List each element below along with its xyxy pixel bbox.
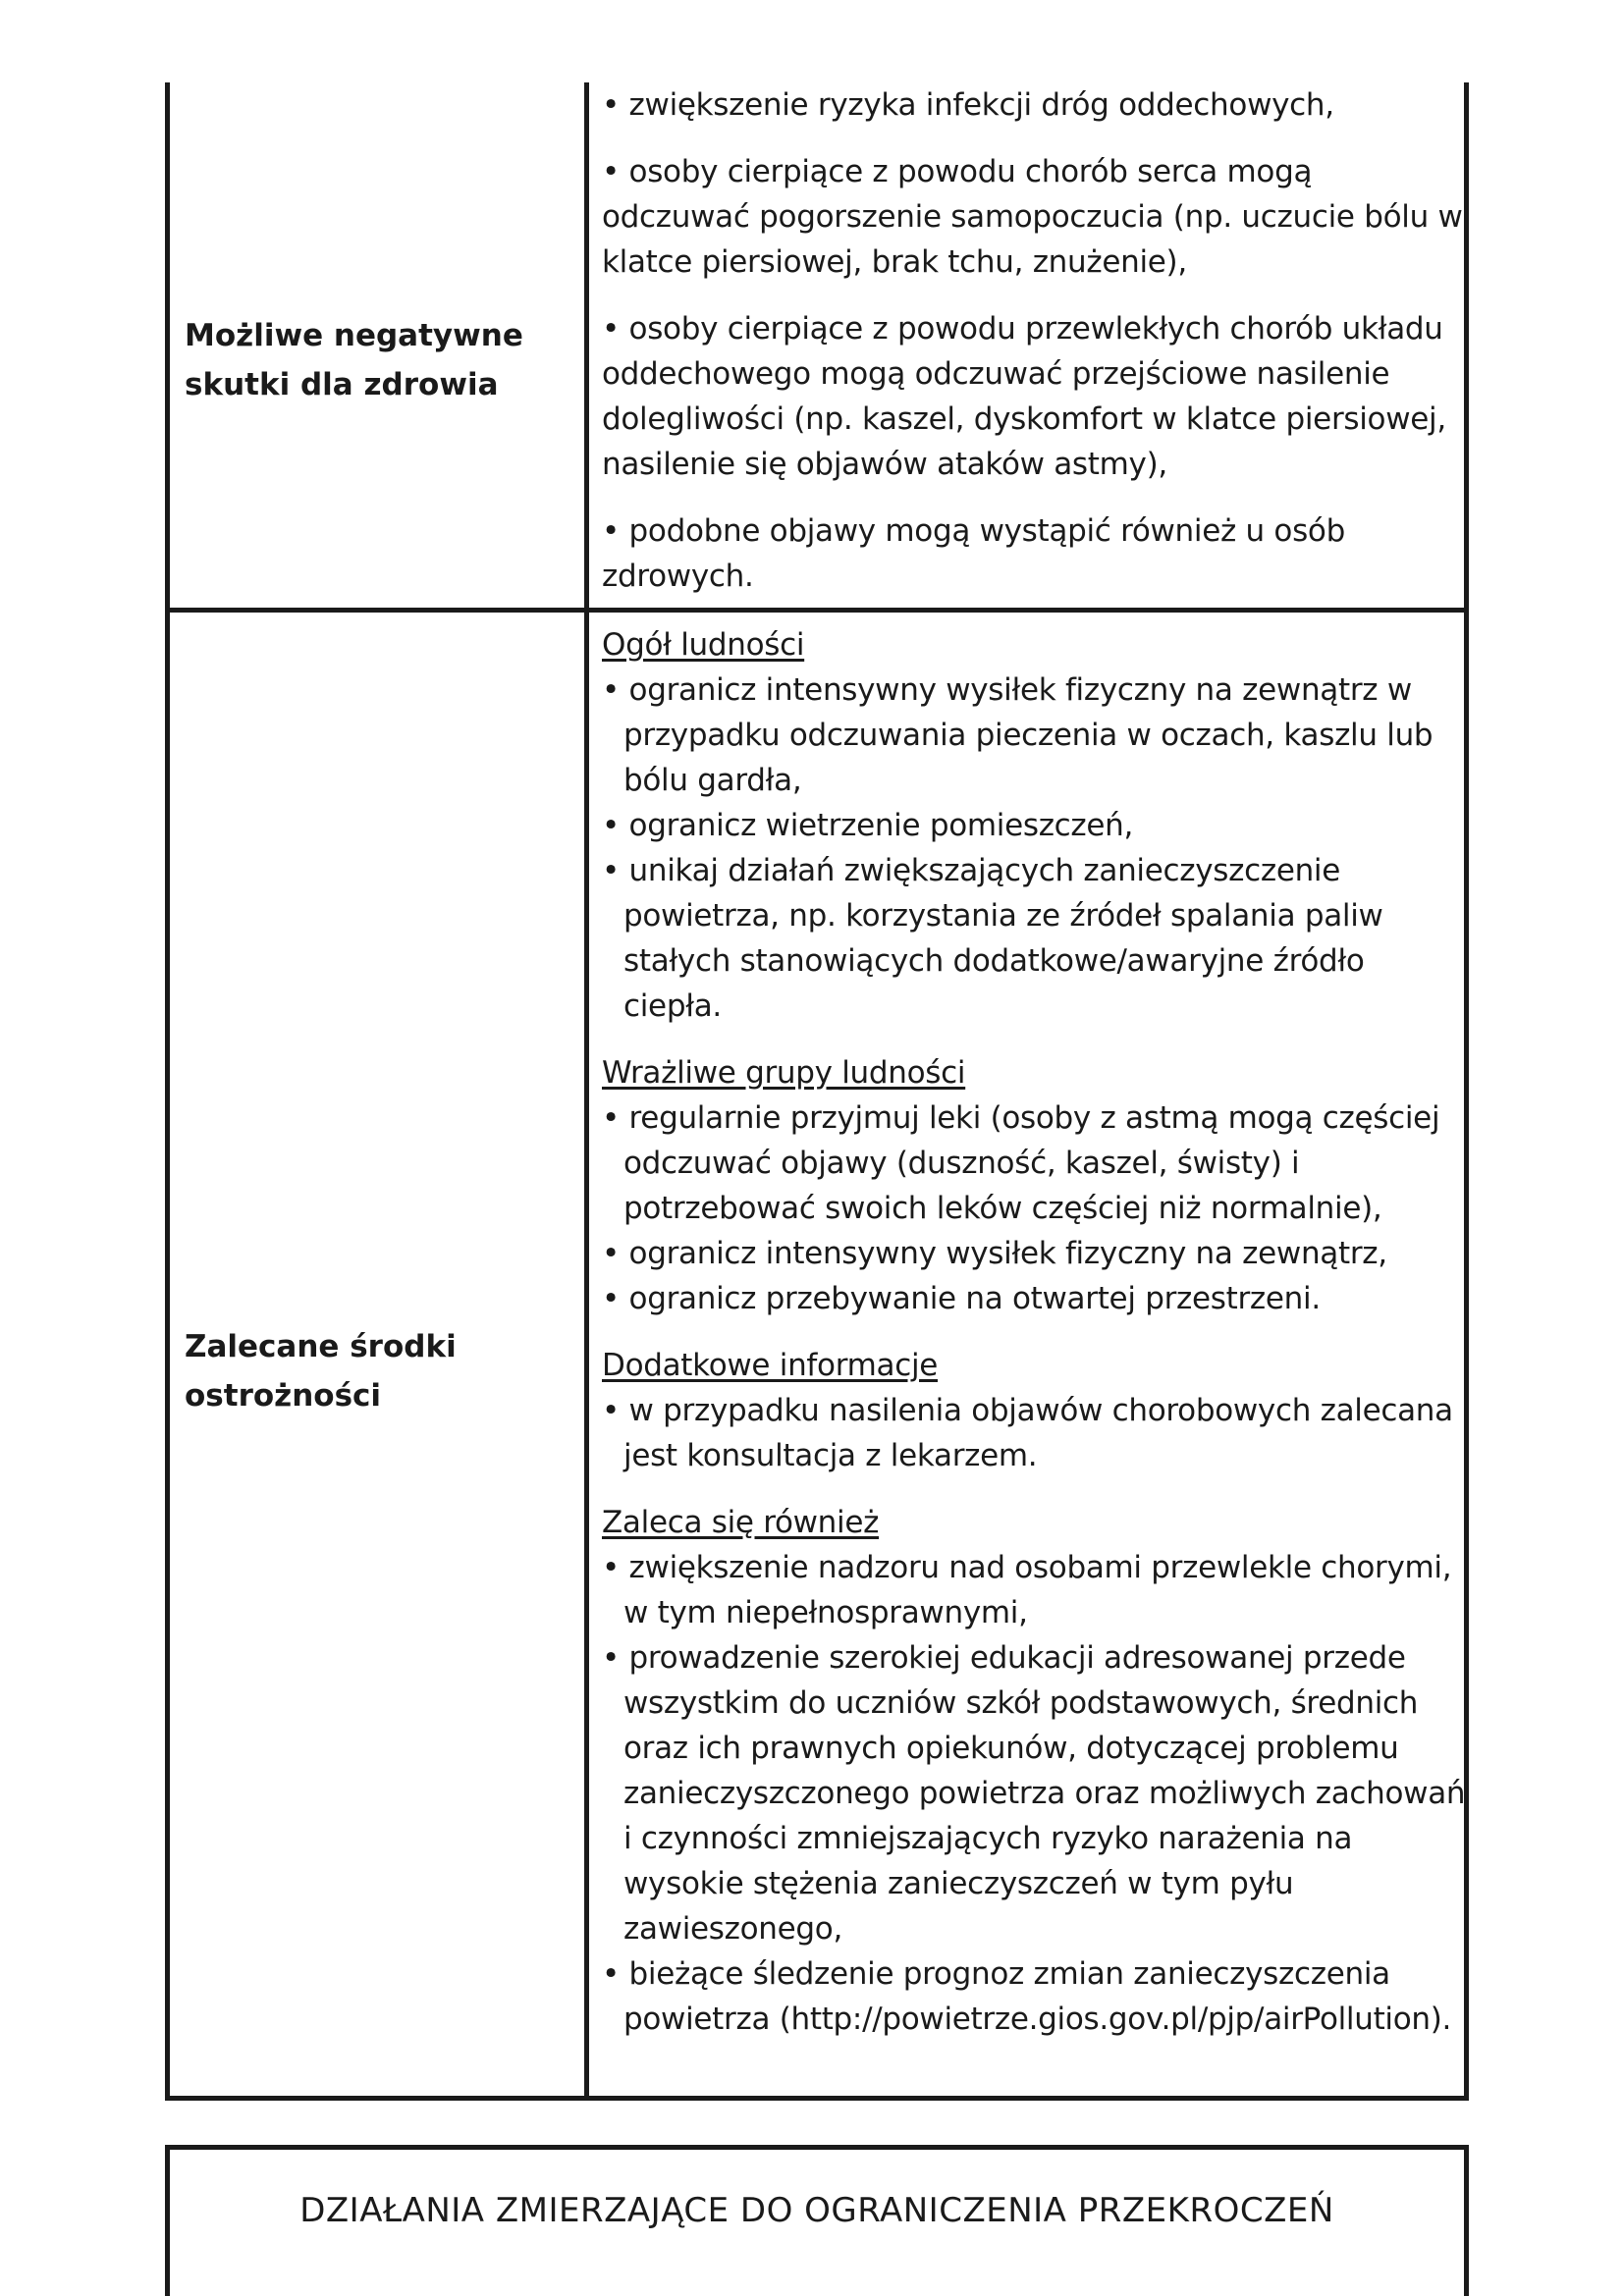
effect-item: • osoby cierpiące z powodu chorób serca mogą odczuwać pogorszenie samopoczucia (np. uczucie bólu w klatce piersiowej, brak tchu, znużenie), [602, 154, 1463, 280]
effect-item: • osoby cierpiące z powodu przewlekłych chorób układu oddechowego mogą odczuwać przejściowe nasilenie dolegliwości (np. kaszel, dyskomfort w klatce piersiowej, nasilenie się objawów ataków astmy), [602, 311, 1446, 482]
section-title: Wrażliwe grupy ludności [602, 1055, 966, 1091]
section-sensitive-groups [602, 1050, 1466, 1321]
list-item: • regularnie przyjmuj leki (osoby z astmą mogą częściej odczuwać objawy (duszność, kaszel, świsty) i potrzebować swoich leków częściej niż normalnie), [602, 1100, 1440, 1226]
list-item: • unikaj działań zwiększających zanieczyszczenie powietrza, np. korzystania ze źródeł spalania paliw stałych stanowiących dodatkowe/awaryjne źródło ciepła. [602, 853, 1383, 1024]
section-additional-info [602, 1343, 1466, 1478]
row-label-precautions: Zalecane środki ostrożności [185, 1329, 457, 1414]
info-table [165, 82, 1469, 2101]
section-general-population [602, 622, 1466, 1029]
section-also-recommended [602, 1500, 1466, 2042]
row-label-health-effects: Możliwe negatywne skutki dla zdrowia [185, 318, 523, 402]
list-item: • prowadzenie szerokiej edukacji adresowanej przede wszystkim do uczniów szkół podstawowych, średnich oraz ich prawnych opiekunów, dotyczącej problemu zanieczyszczonego powietrza oraz możliwych zachowań i czynności zmniejszających ryzyko narażenia na wysokie stężenia zanieczyszczeń w tym pyłu zawieszonego, [602, 1640, 1466, 1947]
list-item: • bieżące śledzenie prognoz zmian zanieczyszczenia powietrza (http://powietrze.gios.gov.pl/pjp/airPollution). [602, 1956, 1452, 2037]
list-item: • ogranicz wietrzenie pomieszczeń, [602, 808, 1134, 843]
effect-item: • zwiększenie ryzyka infekcji dróg oddechowych, [602, 87, 1334, 123]
next-section-heading: DZIAŁANIA ZMIERZAJĄCE DO OGRANICZENIA PRZEKROCZEŃ [299, 2191, 1334, 2230]
list-item: • ogranicz przebywanie na otwartej przestrzeni. [602, 1281, 1321, 1316]
effect-item: • podobne objawy mogą wystąpić również u osób zdrowych. [602, 513, 1345, 594]
health-effects-content [602, 82, 1466, 620]
list-item: • zwiększenie nadzoru nad osobami przewlekle chorymi, w tym niepełnosprawnymi, [602, 1550, 1452, 1630]
section-title: Zaleca się również [602, 1505, 880, 1540]
precautions-content [602, 622, 1466, 2063]
section-title: Dodatkowe informacje [602, 1348, 939, 1383]
list-item: • w przypadku nasilenia objawów chorobowych zalecana jest konsultacja z lekarzem. [602, 1393, 1453, 1473]
list-item: • ogranicz intensywny wysiłek fizyczny na zewnątrz w przypadku odczuwania pieczenia w oczach, kaszlu lub bólu gardła, [602, 672, 1434, 798]
list-item: • ogranicz intensywny wysiłek fizyczny na zewnątrz, [602, 1236, 1387, 1271]
section-title: Ogół ludności [602, 627, 805, 663]
column-divider [584, 82, 589, 2096]
next-section-header-box [165, 2145, 1469, 2296]
